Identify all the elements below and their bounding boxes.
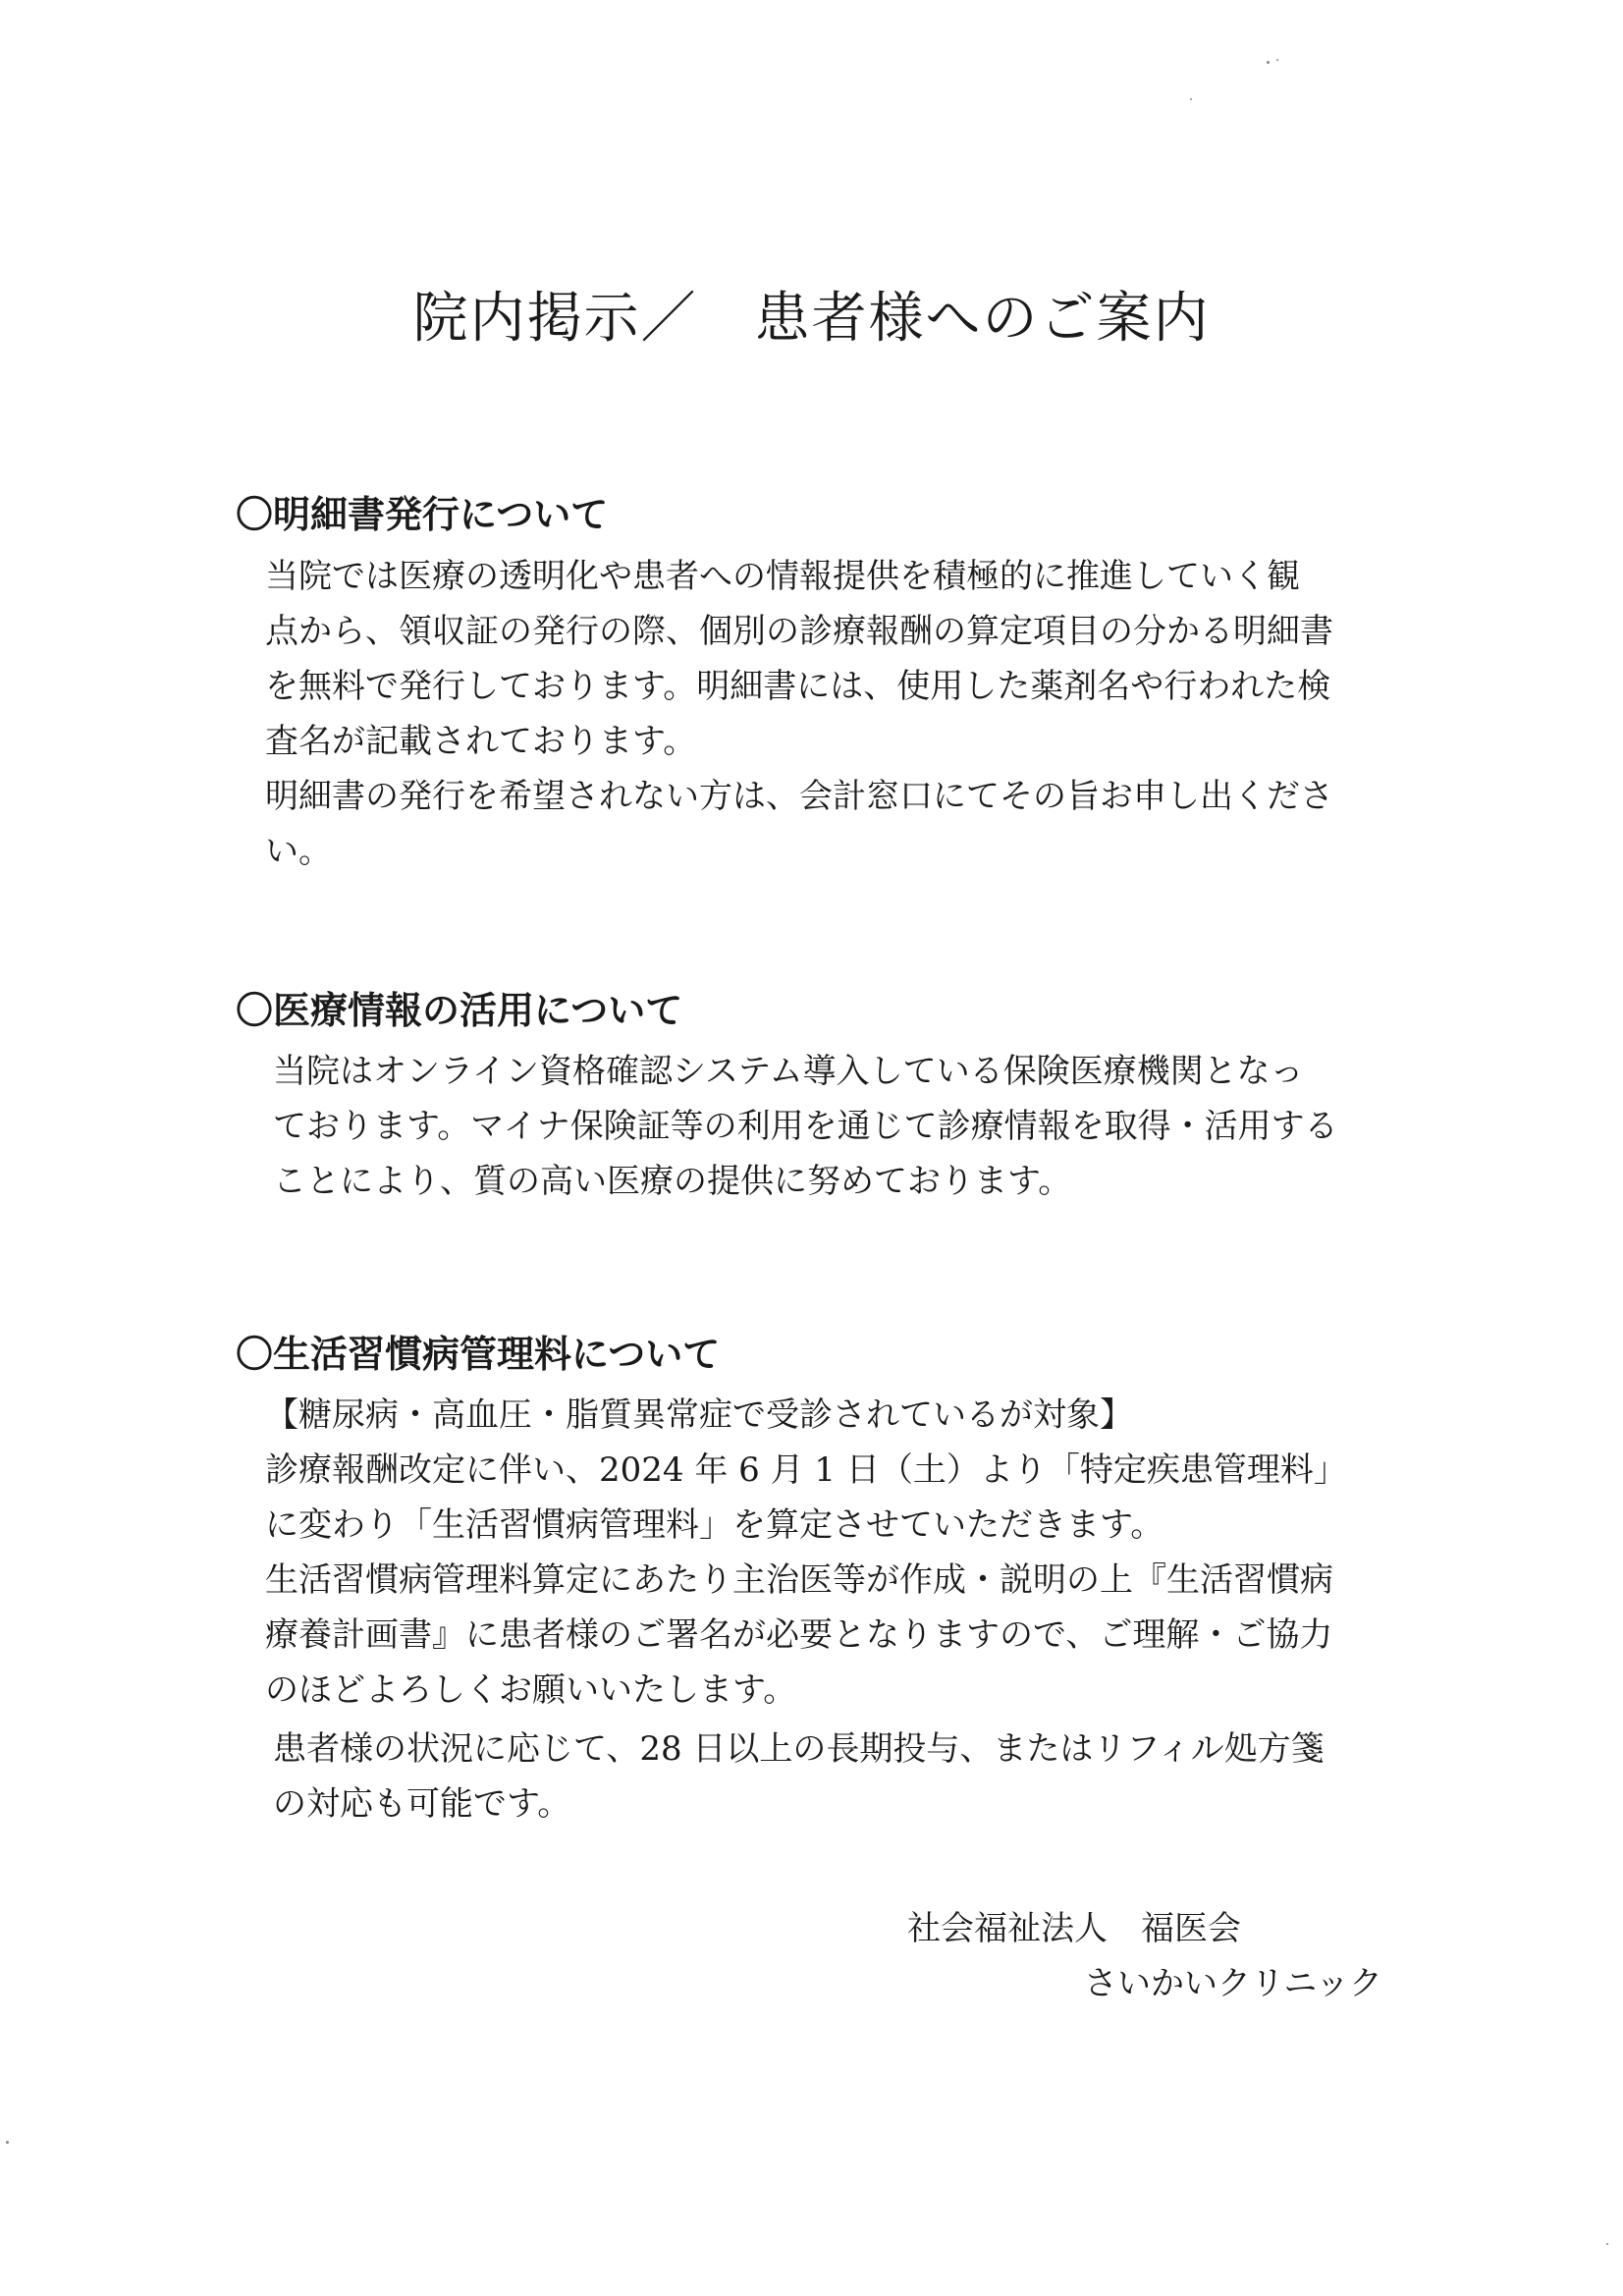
scan-speck bbox=[1276, 59, 1278, 61]
section3-line-1: 【糖尿病・高血圧・脂質異常症で受診されているが対象】 bbox=[265, 1395, 1133, 1435]
section-heading-statement-issuance: 〇明細書発行について bbox=[236, 492, 609, 536]
scan-speck bbox=[1606, 2243, 1608, 2245]
section3-line-6: のほどよろしくお願いいたします。 bbox=[265, 1670, 797, 1710]
section3-line-8: の対応も可能です。 bbox=[273, 1784, 571, 1824]
section3-line-3: に変わり「生活習慣病管理料」を算定させていただきます。 bbox=[265, 1505, 1164, 1545]
organization-corporation-name: 社会福祉法人 福医会 bbox=[907, 1909, 1241, 1948]
section3-line-5: 療養計画書』に患者様のご署名が必要となりますので、ご理解・ご協力 bbox=[265, 1615, 1333, 1655]
section-heading-medical-info-usage: 〇医療情報の活用について bbox=[236, 988, 683, 1032]
organization-clinic-name: さいかいクリニック bbox=[1084, 1964, 1382, 2003]
section2-line-2: ております。マイナ保険証等の利用を通じて診療情報を取得・活用する bbox=[273, 1107, 1338, 1146]
section3-line-4: 生活習慣病管理料算定にあたり主治医等が作成・説明の上『生活習慣病 bbox=[265, 1560, 1333, 1600]
page-title: 院内掲示／ 患者様へのご案内 bbox=[412, 287, 1211, 351]
scan-speck bbox=[6, 2141, 9, 2144]
section1-line-1: 当院では医療の透明化や患者への情報提供を積極的に推進していく観 bbox=[265, 557, 1300, 596]
section1-line-5: 明細書の発行を希望されない方は、会計窓口にてその旨お申し出くださ bbox=[265, 777, 1333, 816]
section3-line-7: 患者様の状況に応じて、28 日以上の長期投与、またはリフィル処方箋 bbox=[273, 1729, 1325, 1769]
section1-line-3: を無料で発行しております。明細書には、使用した薬剤名や行われた検 bbox=[265, 667, 1331, 706]
scan-speck bbox=[1267, 61, 1270, 64]
section2-line-3: ことにより、質の高い医療の提供に努めております。 bbox=[273, 1162, 1072, 1201]
scan-speck bbox=[1190, 98, 1192, 100]
section2-line-1: 当院はオンライン資格確認システム導入している保険医療機関となっ bbox=[273, 1052, 1304, 1091]
section-heading-lifestyle-disease-fee: 〇生活習慣病管理料について bbox=[236, 1332, 721, 1376]
section1-line-4: 査名が記載されております。 bbox=[265, 722, 697, 761]
section1-line-6: い。 bbox=[265, 832, 332, 871]
section1-line-2: 点から、領収証の発行の際、個別の診療報酬の算定項目の分かる明細書 bbox=[265, 612, 1333, 651]
section3-line-2: 診療報酬改定に伴い、2024 年 6 月 1 日（土）より「特定疾患管理料」 bbox=[265, 1450, 1347, 1490]
